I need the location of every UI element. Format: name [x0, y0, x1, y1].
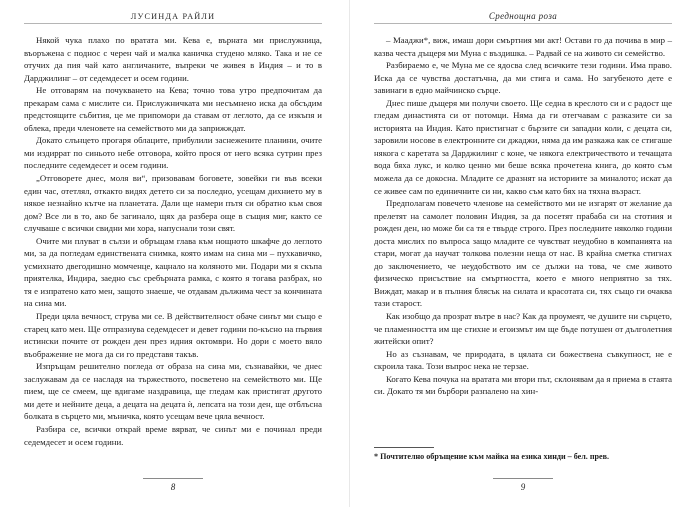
book-gutter — [349, 0, 350, 507]
paragraph: – Мааджи*, виж, имаш дори смъртния ми акт! Остави го да почива в мир – казва честа дъщеря ми Муна с въздишка. – Радвай се на живото си семейство. — [374, 35, 672, 58]
left-body-text — [24, 34, 322, 448]
paragraph: Как изобщо да прозрат вътре в нас? Как да проумеят, че душите ни сърцето, че пламенността им ще стихне и егоизмът им ще бъде потушен от дълголетния житейски опит? — [374, 311, 672, 347]
paragraph: Когато Кева почука на вратата ми втори път, склонявам да я приема в стаята си. Докато тя ми бърбори разпалено на хин- — [374, 373, 672, 397]
paragraph: Не отговарям на почукването на Кева; точно това утро предпочитам да прекарам сама с мислите си. Прислужничката ми несъмнено иска да обсъдим предстоящите събития, це ме припомори да ставам от леглото, да се изкъпя и облека, преди членовете на семейството ми да заприжждат. — [24, 85, 322, 133]
right-page — [374, 0, 672, 507]
paragraph: Разбираемо е, че Муна ме се ядосва след всичките тези години. Има право. Иска да се чувства достатъчна, да ми стига и сама. Но загубеното дете е завинаги в едно майчинско сърце. — [374, 60, 672, 96]
page-number: 8 — [170, 482, 176, 492]
paragraph: Изпръщам решително погледа от образа на сина ми, съзнавайки, че днес заслужавам да се насладя на тържеството, посветено на семейството ми. Ще пием, ще се смеем, ще вдигаме наздравица, ще гледам как пристигат другото ми дете и нейните деца, а децата на децата ѝ, лепсата на този ден, ще отблъсна болката в сърцето ми, мъничка, която усещам вече цяла вечност. — [24, 361, 322, 422]
page-number: 9 — [520, 482, 526, 492]
running-head-author: ЛУСИНДА РАЙЛИ — [130, 12, 216, 21]
paragraph: Преди цяла вечност, струва ми се. В действителност обаче синът ми също е старец като мен. Ще отпразнува седемдесет и девет години по-късно на първия истински почите от рожден ден през идния октомври. Но дори с моето вяло въображение не мога да си го представя такъв. — [24, 311, 322, 359]
paragraph: Очите ми плуват в сълзи и обръщам глава към нощното шкафче до леглото ми, за да погледам единствената снимка, която имам на сина ми – пухкавичко, усмихнато двегодишно момченце, кацнало на коляното ми. Подари ми я скъпа приятелка, Индира, заедно със сребърната рамка, с която я тогава разбрах, но тя е изпратено като мен, защото знаеше, че отдавам дължима чест за кончината на сина ми. — [24, 235, 322, 309]
paragraph: Разбира се, всички открай време вярват, че синът ми е починал преди седемдесет и осем години. — [24, 423, 322, 447]
running-head-title: Среднощна роза — [488, 11, 558, 21]
left-page — [24, 0, 322, 507]
header-rule — [24, 23, 322, 24]
footnote: * Почтително обръщение към майка на езика хинди – бел. прев. — [374, 452, 609, 461]
right-body-text — [374, 34, 672, 398]
folio-rule — [143, 478, 203, 479]
paragraph: Някой чука плахо по вратата ми. Кева е, върната ми прислужница, въоръжена с поднос с черен чай и малка каничка студено мляко. Така и не се отучих да пия чай като англичаните, въпреки че живея в Индия – и то в Дарджилинг – от седемдесет и осем години. — [24, 35, 322, 83]
paragraph: Днес пише дъщеря ми получи своето. Ще седна в креслото си и с радост ще гледам династията си от потомци. Няма да ги отегчавам с разказите си за историята на Индия. Като пристигнат с бързите си западни коли, с децата си, заровили носове в електронните си джаджи, няма да им разкажа как се стигаше някога с каретата за Дарджилинг с коне, че някога електричеството и течащата вода бяха лукс, и колко ценно ми беше всяка прочетена книга, до която съм можела да се докосна. Младите се дразнят на историите за миналото; искат да се живее сам по единичните си ни, какво съм като бях на тяхна възраст. — [374, 97, 672, 196]
paragraph: Докато слънцето прогаря облаците, прибулили заснежените планини, очите ми издиррат по синьото небе отговора, който прося от него всяка сутрин през последните седемдесет и осем години. — [24, 135, 322, 171]
folio-rule — [493, 478, 553, 479]
footnote-rule — [374, 447, 434, 448]
paragraph: Но аз съзнавам, че природата, в цялата си божествена съвкупност, не е скроила така. Този въпрос нека не терзае. — [374, 348, 672, 372]
header-rule — [374, 23, 672, 24]
paragraph: „Отговорете днес, моля ви“, призовавам боговете, зовейки ги във всеки един час, отетлял, откакто видях детето си за последно, усещам дихнието му в някое незнайно кътче на планетата. Дали ще намери пътя си обратно към своя дом? Все ли в то, ако бе загинало, щях да разбера още в същия миг, както се случваше с всички свидни ми хора, напуснали този свят. — [24, 173, 322, 234]
paragraph: Предполагам повечето членове на семейството ми не изгарят от желание да прелетят на самолет половин Индия, за да посетят прабаба си на стотния и рожден ден, но може би са тя е твърде строго. През последните няколко години доста мислих по въпроса защо младите се чувстват неудобно в компанията на стари, могат да научат толкова полезни неща от нас. В крайна сметка стигнах до заключението, че неудобството им се дължи на това, че сме живото физическо присъствие на смъртността, което е много неприятно за тях. Виждат, макар и в пълния блясък на силата и красотата си, тях също ги очаква тази старост. — [374, 198, 672, 309]
